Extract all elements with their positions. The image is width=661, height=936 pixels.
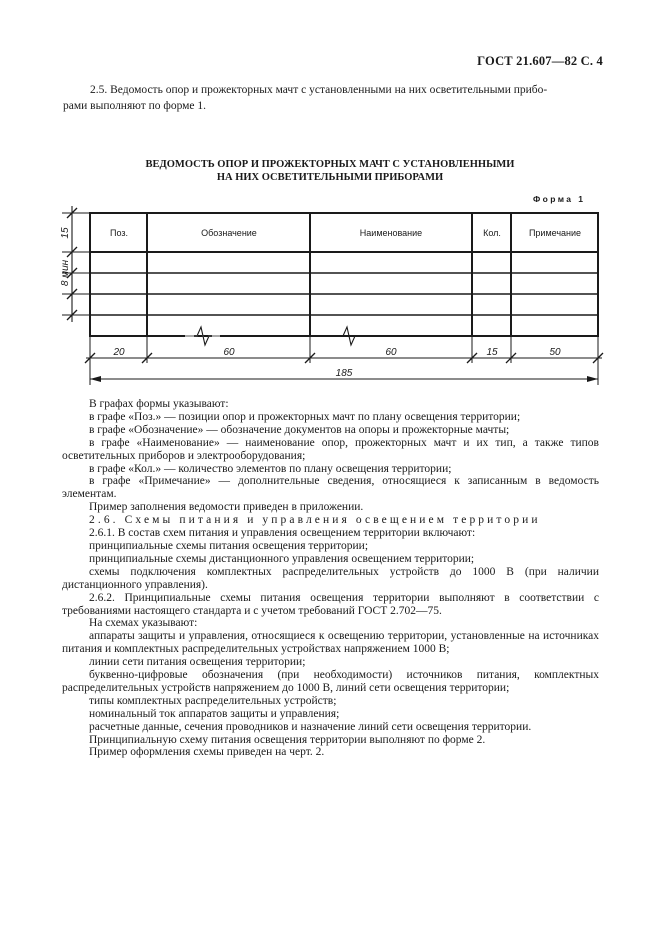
page-header: ГОСТ 21.607—82 С. 4 bbox=[477, 54, 603, 68]
paragraph: линии сети питания освещения территории; bbox=[89, 656, 306, 669]
form-title-line-2: НА НИХ ОСВЕТИТЕЛЬНЫМИ ПРИБОРАМИ bbox=[216, 172, 444, 183]
dim-width-note: 50 bbox=[549, 347, 561, 358]
dim-header-height: 15 bbox=[60, 227, 71, 239]
form-1-table-drawing bbox=[0, 0, 661, 400]
paragraph: номинальный ток аппаратов защиты и управления; bbox=[89, 707, 340, 720]
paragraph: принципиальные схемы дистанционного управления освещением территории; bbox=[89, 552, 475, 565]
paragraph: 2.6.2. Принципиальные схемы питания освещения территории выполняют в соответствии с требованиями настоящего стандарта и с учетом требований ГОСТ 2.702—75. bbox=[62, 591, 599, 617]
dim-row-height: 8 мин bbox=[60, 259, 71, 287]
paragraph: аппараты защиты и управления, относящиеся к освещению территории, установленные на источниках питания и комплектных распределительных устройствах напряжением 1000 В; bbox=[62, 630, 599, 656]
paragraph: в графе «Обозначение» — обозначение документов на опоры и прожекторные мачты; bbox=[89, 423, 510, 436]
paragraph: Пример оформления схемы приведен на черт. 2. bbox=[89, 746, 325, 759]
paragraph: в графе «Примечание» — дополнительные сведения, относящиеся к записанным в ведомость элементам. bbox=[62, 475, 599, 501]
dim-width-name: 60 bbox=[385, 347, 397, 358]
paragraph: типы комплектных распределительных устройств; bbox=[89, 694, 337, 707]
column-header-pos: Поз. bbox=[110, 228, 128, 238]
column-header-note: Примечание bbox=[528, 228, 582, 238]
table-frame bbox=[90, 213, 598, 336]
paragraph: 2.6.1. В состав схем питания и управления освещением территории включают: bbox=[89, 527, 476, 540]
dim-width-pos: 20 bbox=[113, 347, 125, 358]
paragraph: в графе «Наименование» — наименование опор, прожекторных мачт и их тип, а также типов осветительных приборов и электрооборудования; bbox=[62, 436, 599, 462]
form-number-label: Форма 1 bbox=[533, 194, 586, 204]
intro-line-1: 2.5. Ведомость опор и прожекторных мачт с установленными на них осветительными прибо- bbox=[90, 84, 548, 96]
column-header-name: Наименование bbox=[359, 228, 423, 238]
column-header-designation: Обозначение bbox=[201, 228, 257, 238]
paragraph: Пример заполнения ведомости приведен в приложении. bbox=[89, 501, 364, 514]
paragraph: Принципиальную схему питания освещения территории выполняют по форме 2. bbox=[89, 733, 486, 746]
break-mark-1 bbox=[194, 327, 212, 345]
form-title-line-1: ВЕДОМОСТЬ ОПОР И ПРОЖЕКТОРНЫХ МАЧТ С УСТАНОВЛЕННЫМИ bbox=[145, 159, 515, 170]
paragraph: буквенно-цифровые обозначения (при необходимости) источников питания, комплектных распределительных устройств напряжением до 1000 В, линий сети освещения территории; bbox=[62, 669, 599, 694]
paragraph: в графе «Кол.» — количество элементов по плану освещения территории; bbox=[89, 462, 452, 475]
body-text bbox=[62, 398, 599, 759]
section-heading: 2.6. Схемы питания и управления освещением территории bbox=[89, 514, 541, 527]
break-mark-2 bbox=[340, 327, 358, 345]
column-header-qty: Кол. bbox=[483, 228, 501, 238]
paragraph: принципиальные схемы питания освещения территории; bbox=[89, 539, 369, 552]
dim-width-qty: 15 bbox=[486, 347, 498, 358]
paragraph: расчетные данные, сечения проводников и назначение линий сети освещения территории. bbox=[89, 720, 532, 733]
intro-line-2: рами выполняют по форме 1. bbox=[63, 100, 207, 112]
dim-width-designation: 60 bbox=[223, 347, 235, 358]
paragraph: в графе «Поз.» — позиции опор и прожекторных мачт по плану освещения территории; bbox=[89, 410, 521, 423]
paragraph: На схемах указывают: bbox=[89, 617, 198, 630]
paragraph: схемы подключения комплектных распределительных устройств до 1000 В (при наличии дистанционного управления). bbox=[62, 565, 599, 591]
paragraph: В графах формы указывают: bbox=[89, 398, 229, 410]
dim-total-width: 185 bbox=[335, 368, 353, 379]
